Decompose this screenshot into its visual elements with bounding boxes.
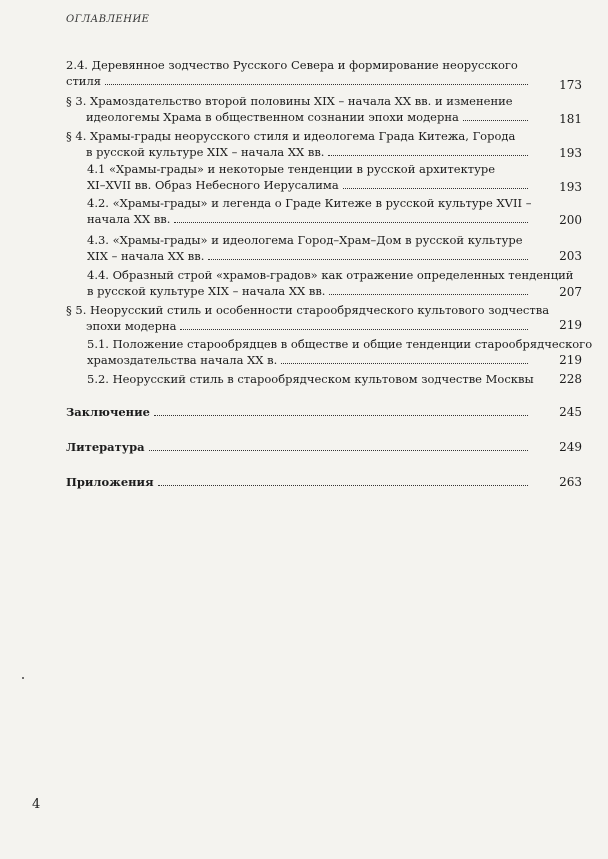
toc-entry[interactable]: [87, 161, 534, 193]
toc-page-number: 219: [559, 353, 582, 367]
leader-dots: [174, 212, 528, 223]
toc-entry-title-line: эпохи модерна: [86, 319, 177, 333]
leader-dots: [281, 353, 528, 364]
toc-entry-title-line: 5.1. Положение старообрядцев в обществе и общие тенденции старообрядческого: [87, 337, 593, 351]
toc-entry[interactable]: [66, 474, 534, 490]
toc-entry-title-line: 4.1 «Храмы-грады» и некоторые тенденции в русской архитектуре: [87, 162, 496, 176]
toc-page-number: 193: [559, 146, 582, 160]
leader-dots: [105, 74, 528, 85]
toc-page-number: 228: [559, 372, 582, 386]
toc-entry-title-line: Литература: [66, 440, 145, 454]
leader-dots: [463, 110, 528, 121]
leader-dots: [154, 405, 528, 416]
toc-entry-title-line: 4.3. «Храмы-грады» и идеологема Город–Храм–Дом в русской культуре: [87, 233, 523, 247]
toc-entry-title-line: стиля: [66, 74, 102, 88]
leader-dots: [328, 145, 528, 156]
leader-dots: [343, 178, 528, 189]
toc-page-number: 193: [559, 180, 582, 194]
toc-entry-title-line: XI–XVII вв. Образ Небесного Иерусалима: [87, 178, 339, 192]
leader-dots: [158, 475, 528, 486]
leader-dots: [149, 440, 528, 451]
toc-page-number: 219: [559, 318, 582, 332]
toc-page-number: 203: [559, 249, 582, 263]
toc-entry-title-line: 4.2. «Храмы-грады» и легенда о Граде Китеже в русской культуре XVII –: [87, 196, 532, 210]
toc-entry-title-line: в русской культуре XIX – начала XX вв.: [86, 145, 325, 159]
toc-page-number: 249: [559, 440, 582, 454]
leader-dots: [208, 249, 528, 260]
toc-page-number: 181: [559, 112, 582, 126]
page-number: 4: [32, 797, 41, 812]
toc-entry-title-line: § 4. Храмы-грады неорусского стиля и идеологема Града Китежа, Города: [66, 129, 516, 143]
toc-entry-title-line: начала XX вв.: [87, 212, 171, 226]
section-header: ОГЛАВЛЕНИЕ: [66, 14, 150, 25]
toc-entry-title-line: 5.2. Неорусский стиль в старообрядческом культовом зодчестве Москвы: [87, 372, 534, 386]
toc-entry[interactable]: [87, 232, 534, 264]
toc-entry-title-line: 4.4. Образный строй «храмов-градов» как отражение определенных тенденций: [87, 268, 574, 282]
toc-entry-title-line: § 5. Неорусский стиль и особенности старообрядческого культового зодчества: [66, 303, 550, 317]
toc-page-number: 200: [559, 213, 582, 227]
toc-entry-title-line: 2.4. Деревянное зодчество Русского Севера и формирование неорусского: [66, 58, 518, 72]
toc-entry[interactable]: [87, 195, 534, 227]
toc-page-number: 263: [559, 475, 582, 489]
toc-entry[interactable]: [66, 302, 550, 334]
toc-page-number: 173: [559, 78, 582, 92]
toc-page-number: 245: [559, 405, 582, 419]
toc-entry-title-line: идеологемы Храма в общественном сознании эпохи модерна: [86, 110, 459, 124]
toc-entry-title-line: Приложения: [66, 475, 154, 489]
toc-entry-title-line: храмоздательства начала XX в.: [87, 353, 278, 367]
toc-entry-title-line: XIX – начала XX вв.: [87, 249, 205, 263]
toc-entry[interactable]: [66, 404, 534, 420]
toc-entry-title-line: § 3. Храмоздательство второй половины XIX – начала XX вв. и изменение: [66, 94, 513, 108]
toc-entry-title-line: Заключение: [66, 405, 150, 419]
leader-dots: [329, 284, 528, 295]
toc-page-number: 207: [559, 285, 582, 299]
stray-mark: [22, 677, 24, 679]
leader-dots: [180, 319, 528, 330]
toc-entry[interactable]: [66, 57, 534, 89]
toc-entry[interactable]: [66, 93, 534, 125]
toc-entry-title-line: в русской культуре XIX – начала XX вв.: [87, 284, 326, 298]
toc-entry[interactable]: [66, 439, 534, 455]
toc-entry[interactable]: [87, 371, 534, 387]
toc-entry[interactable]: [66, 128, 534, 160]
